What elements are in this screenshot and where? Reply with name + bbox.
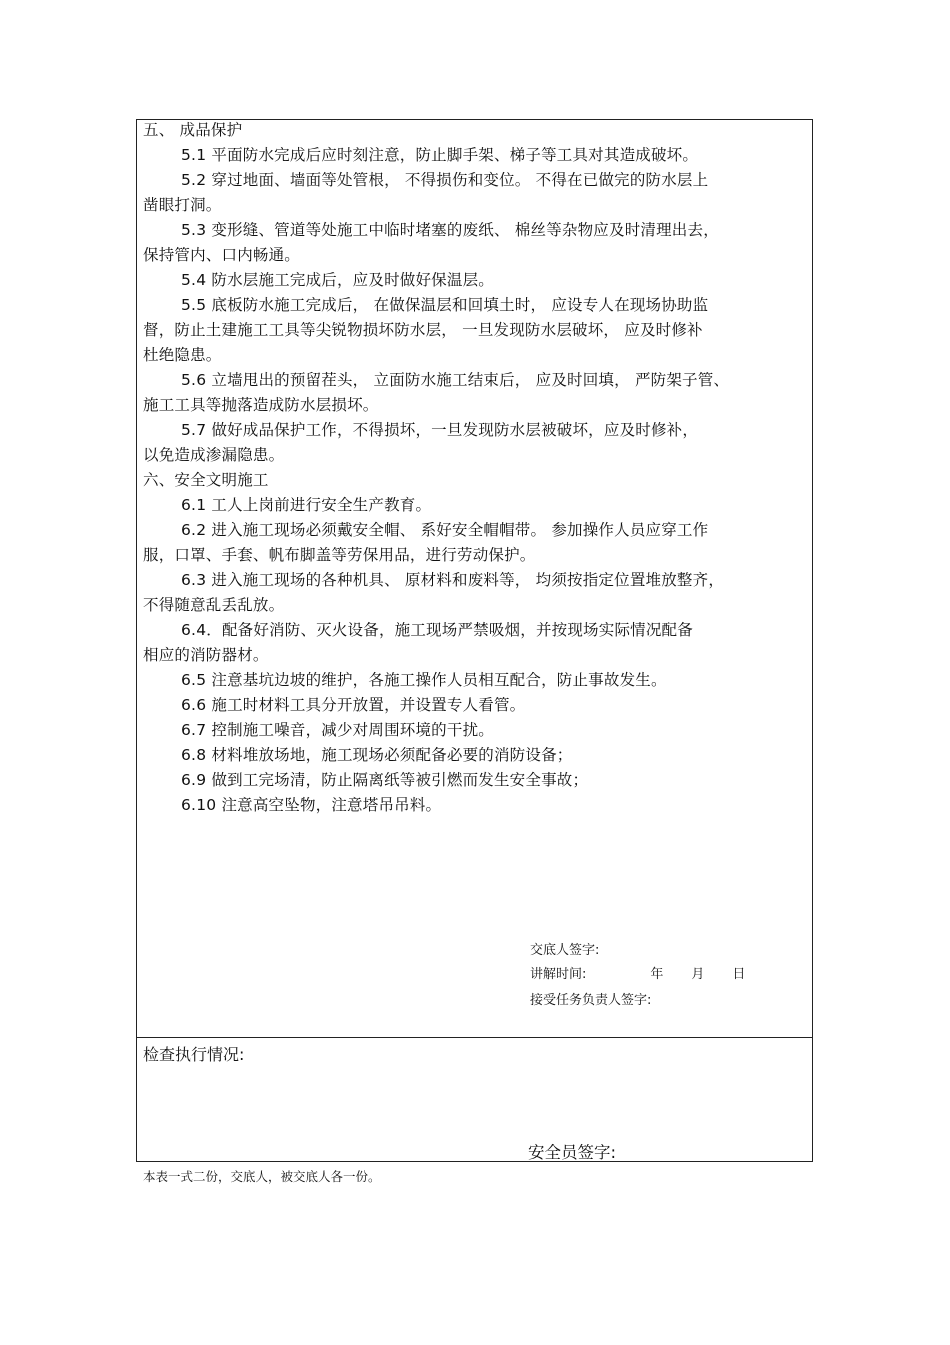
item-5-7-cont: 以免造成渗漏隐患。 (143, 446, 285, 464)
item-5-2: 5.2 穿过地面、墙面等处管根， 不得损伤和变位。 不得在已做完的防水层上 (181, 171, 709, 189)
item-6-3-cont: 不得随意乱丢乱放。 (143, 596, 285, 614)
item-5-7: 5.7 做好成品保护工作，不得损坏，一旦发现防水层被破坏，应及时修补， (181, 421, 699, 439)
item-5-4: 5.4 防水层施工完成后，应及时做好保温层。 (181, 271, 494, 289)
item-6-9: 6.9 做到工完场清，防止隔离纸等被引燃而发生安全事故； (181, 771, 589, 789)
item-5-3: 5.3 变形缝、管道等处施工中临时堵塞的废纸、 棉丝等杂物应及时清理出去， (181, 221, 719, 239)
item-5-6: 5.6 立墙甩出的预留茬头， 立面防水施工结束后， 应及时回填， 严防架子管、 (181, 371, 730, 389)
day-label: 日 (732, 967, 746, 982)
item-6-5: 6.5 注意基坑边坡的维护，各施工操作人员相互配合，防止事故发生。 (181, 671, 667, 689)
footer-note: 本表一式二份，交底人，被交底人各一份。 (143, 1169, 381, 1184)
month-label: 月 (691, 967, 705, 982)
briefing-time-row (530, 966, 745, 984)
item-6-2: 6.2 进入施工现场必须戴安全帽、 系好安全帽帽带。 参加操作人员应穿工作 (181, 521, 709, 539)
item-5-3-cont: 保持管内、口内畅通。 (143, 246, 301, 264)
item-5-2-cont: 凿眼打洞。 (143, 196, 222, 214)
item-6-6: 6.6 施工时材料工具分开放置，并设置专人看管。 (181, 696, 526, 714)
year-label: 年 (650, 967, 664, 982)
item-6-4-cont: 相应的消防器材。 (143, 646, 269, 664)
item-5-1: 5.1 平面防水完成后应时刻注意，防止脚手架、梯子等工具对其造成破坏。 (181, 146, 699, 164)
inspection-status-label: 检查执行情况: (143, 1045, 245, 1064)
receiver-signature-label: 接受任务负责人签字: (530, 993, 652, 1008)
document-body (143, 118, 803, 818)
briefing-time-label: 讲解时间: (530, 967, 587, 982)
item-6-8: 6.8 材料堆放场地，施工现场必须配备必要的消防设备； (181, 746, 573, 764)
item-6-7: 6.7 控制施工噪音，减少对周围环境的干扰。 (181, 721, 494, 739)
item-5-6-cont: 施工工具等抛落造成防水层损坏。 (143, 396, 379, 414)
section-6-heading: 六、安全文明施工 (143, 471, 269, 489)
item-6-3: 6.3 进入施工现场的各种机具、 原材料和废料等， 均须按指定位置堆放整齐， (181, 571, 725, 589)
item-6-10: 6.10 注意高空坠物，注意塔吊吊料。 (181, 796, 442, 814)
item-5-5: 5.5 底板防水施工完成后， 在做保温层和回填土时， 应设专人在现场协助监 (181, 296, 709, 314)
briefer-signature-label: 交底人签字: (530, 943, 600, 958)
item-6-1: 6.1 工人上岗前进行安全生产教育。 (181, 496, 432, 514)
item-5-5-cont: 督，防止土建施工工具等尖锐物损坏防水层， 一旦发现防水层破坏， 应及时修补 (143, 321, 703, 339)
item-6-4: 6.4．配备好消防、灭火设备，施工现场严禁吸烟，并按现场实际情况配备 (181, 621, 693, 639)
safety-officer-signature-label: 安全员签字: (528, 1143, 617, 1162)
item-5-5-cont2: 杜绝隐患。 (143, 346, 222, 364)
table-row-divider (136, 1037, 813, 1038)
item-6-2-cont: 服，口罩、手套、帆布脚盖等劳保用品，进行劳动保护。 (143, 546, 536, 564)
section-5-heading: 五、 成品保护 (143, 121, 243, 139)
